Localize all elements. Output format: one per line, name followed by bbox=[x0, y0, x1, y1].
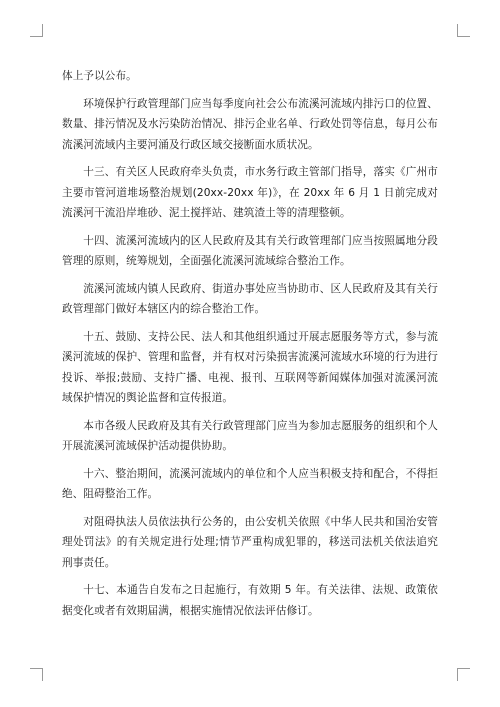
paragraph-3: 十三、有关区人民政府牵头负责，市水务行政主管部门指导，落实《广州市主要市管河道堆场整治规划(20xx-20xx 年)》，在 20xx 年 6 月 1 日前完成对流溪河干流沿岸堆砂、泥土搅拌站、建筑渣土等的清理整顿。 bbox=[62, 166, 438, 219]
paragraph-6: 十五、鼓励、支持公民、法人和其他组织通过开展志愿服务等方式，参与流溪河流域的保护、管理和监督，并有权对污染损害流溪河流域水环境的行为进行投诉、举报;鼓励、支持广播、电视、报刊、互联网等新闻媒体加强对流溪河流域保护情况的舆论监督和宣传报道。 bbox=[62, 330, 438, 404]
paragraph-7: 本市各级人民政府及其有关行政管理部门应当为参加志愿服务的组织和个人开展流溪河流域保护活动提供协助。 bbox=[62, 419, 438, 452]
crop-mark-top-right bbox=[457, 24, 470, 37]
paragraph-1: 体上予以公布。 bbox=[62, 70, 137, 82]
paragraph-2: 环境保护行政管理部门应当每季度向社会公布流溪河流域内排污口的位置、数量、排污情况及水污染防治情况、排污企业名单、行政处罚等信息，每月公布流溪河流域内主要河涌及行政区域交接断面水质状况。 bbox=[62, 97, 438, 151]
crop-mark-bottom-left bbox=[30, 668, 43, 681]
paragraph-10: 十七、本通告自发布之日起施行，有效期 5 年。有关法律、法规、政策依据变化或者有效期届满，根据实施情况依法评估修订。 bbox=[62, 584, 438, 617]
document-body bbox=[62, 66, 438, 628]
crop-mark-top-left bbox=[30, 24, 43, 37]
crop-mark-bottom-right bbox=[457, 668, 470, 681]
paragraph-8: 十六、整治期间，流溪河流域内的单位和个人应当积极支持和配合，不得拒绝、阻碍整治工作。 bbox=[62, 467, 438, 500]
paragraph-9: 对阻碍执法人员依法执行公务的，由公安机关依照《中华人民共和国治安管理处罚法》的有关规定进行处理;情节严重构成犯罪的，移送司法机关依法追究刑事责任。 bbox=[62, 515, 438, 569]
paragraph-4: 十四、流溪河流域内的区人民政府及其有关行政管理部门应当按照属地分段管理的原则，统筹规划，全面强化流溪河流域综合整治工作。 bbox=[62, 234, 438, 267]
paragraph-5: 流溪河流域内镇人民政府、街道办事处应当协助市、区人民政府及其有关行政管理部门做好本辖区内的综合整治工作。 bbox=[62, 282, 438, 315]
